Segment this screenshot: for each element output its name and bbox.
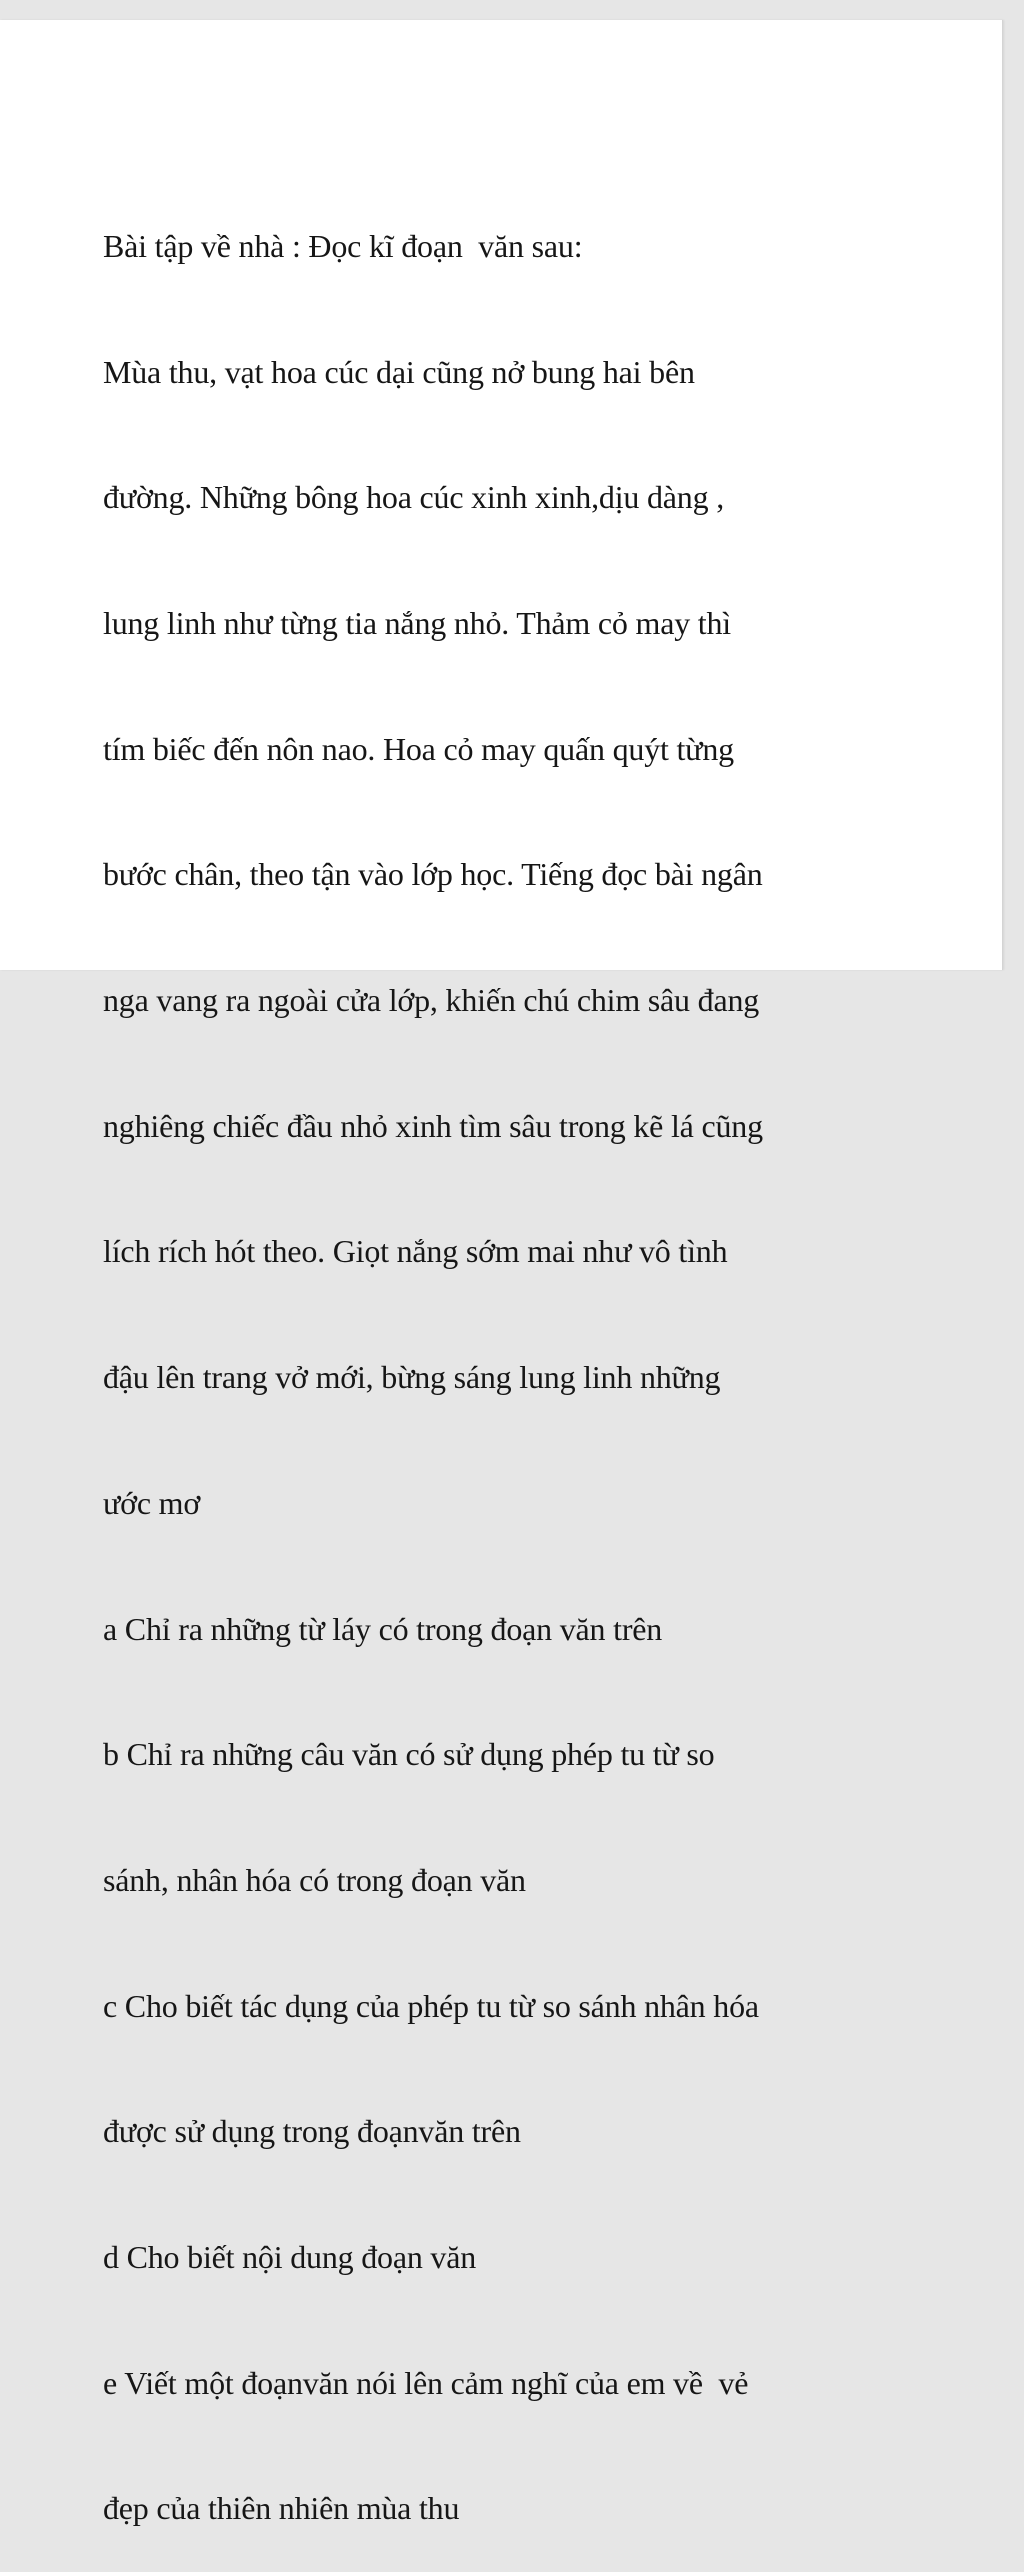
question-b-continued: sánh, nhân hóa có trong đoạn văn — [103, 1861, 526, 1898]
passage-line: ước mơ — [103, 1484, 201, 1521]
passage-line: bước chân, theo tận vào lớp học. Tiếng đọc bài ngân — [103, 856, 763, 893]
question-b: b Chỉ ra những câu văn có sử dụng phép tu từ so — [103, 1736, 715, 1773]
document-text — [103, 142, 983, 2572]
viewer-top-margin — [0, 0, 1024, 20]
question-c: c Cho biết tác dụng của phép tu từ so sánh nhân hóa — [103, 1987, 759, 2024]
question-c-continued: được sử dụng trong đoạnvăn trên — [103, 2113, 521, 2150]
passage-line: Mùa thu, vạt hoa cúc dại cũng nở bung hai bên — [103, 353, 695, 390]
question-e-continued: đẹp của thiên nhiên mùa thu — [103, 2490, 460, 2527]
question-d: d Cho biết nội dung đoạn văn — [103, 2239, 477, 2276]
passage-line: nga vang ra ngoài cửa lớp, khiến chú chim sâu đang — [103, 982, 760, 1019]
passage-line: nghiêng chiếc đầu nhỏ xinh tìm sâu trong kẽ lá cũng — [103, 1107, 763, 1144]
question-a: a Chỉ ra những từ láy có trong đoạn văn trên — [103, 1610, 663, 1647]
question-e: e Viết một đoạnvăn nói lên cảm nghĩ của em về vẻ — [103, 2364, 749, 2401]
passage-line: đường. Những bông hoa cúc xinh xinh,dịu dàng , — [103, 479, 725, 516]
passage-line: lích rích hót theo. Giọt nắng sớm mai như vô tình — [103, 1233, 728, 1270]
passage-line: tím biếc đến nôn nao. Hoa cỏ may quấn quýt từng — [103, 730, 734, 767]
homework-heading: Bài tập về nhà : Đọc kĩ đoạn văn sau: — [103, 227, 583, 264]
passage-line: lung linh như từng tia nắng nhỏ. Thảm cỏ may thì — [103, 604, 731, 641]
passage-line: đậu lên trang vở mới, bừng sáng lung linh những — [103, 1359, 721, 1396]
